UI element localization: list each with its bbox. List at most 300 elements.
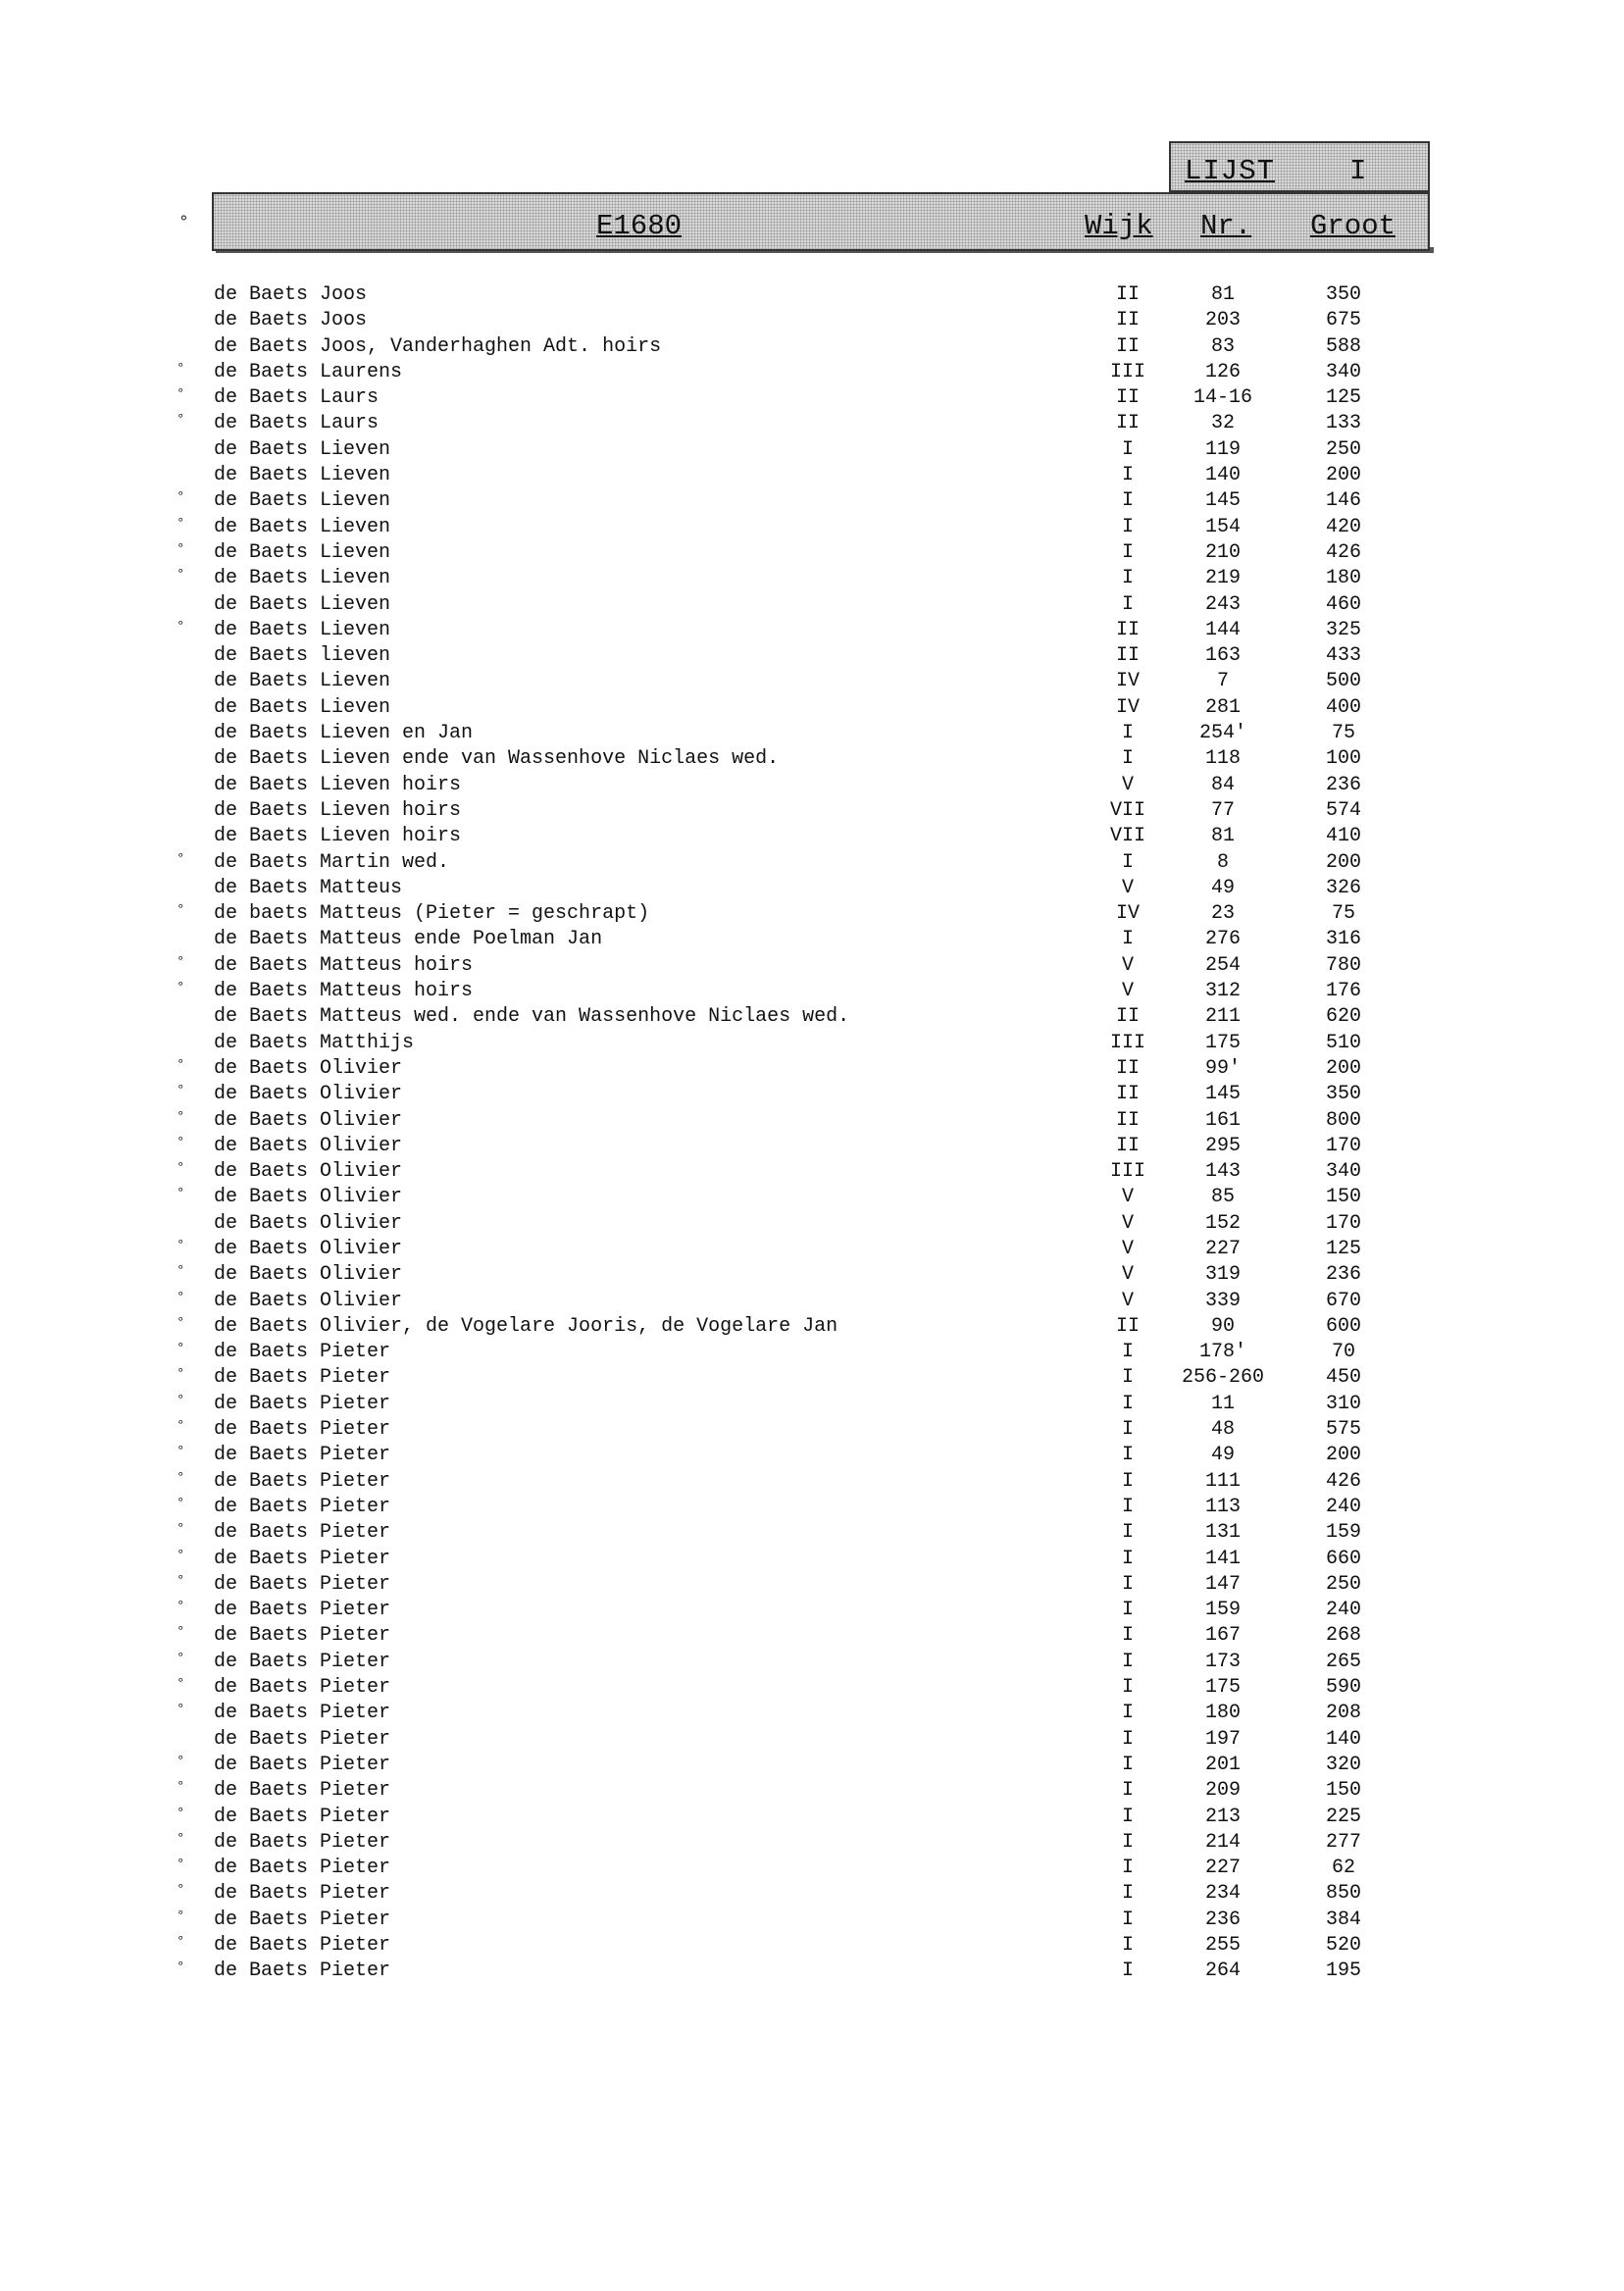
table-row: [0, 618, 1624, 643]
row-marker: °: [177, 1882, 185, 1899]
row-marker: °: [177, 1857, 185, 1873]
row-groot: 588: [1325, 334, 1361, 358]
table-row: [0, 488, 1624, 514]
row-marker: °: [177, 1650, 185, 1666]
row-groot: 176: [1325, 980, 1361, 1003]
row-name: de Baets Matteus ende Poelman Jan: [214, 928, 603, 951]
row-name: de Baets Pieter: [214, 1495, 391, 1518]
table-row: [0, 1547, 1624, 1572]
row-wijk: I: [1121, 1366, 1134, 1390]
row-groot: 620: [1325, 1005, 1361, 1029]
row-marker: °: [177, 1702, 185, 1718]
list-number: I: [1349, 155, 1367, 187]
row-nr: 163: [1204, 644, 1241, 668]
row-wijk: I: [1121, 1392, 1134, 1415]
row-marker: °: [177, 1108, 185, 1125]
row-name: de Baets Pieter: [214, 1366, 391, 1390]
row-nr: 219: [1204, 567, 1241, 590]
table-row: [0, 1469, 1624, 1495]
row-marker: °: [177, 412, 185, 429]
row-nr: 23: [1210, 902, 1235, 926]
row-wijk: I: [1121, 567, 1134, 590]
row-nr: 295: [1204, 1134, 1241, 1157]
row-name: de Baets Olivier: [214, 1211, 403, 1235]
row-wijk: II: [1115, 1134, 1140, 1157]
row-groot: 320: [1325, 1753, 1361, 1776]
row-wijk: I: [1121, 1676, 1134, 1700]
row-wijk: I: [1121, 515, 1134, 538]
column-header-groot: Groot: [1310, 210, 1396, 242]
row-name: de Baets Lieven: [214, 464, 391, 487]
row-groot: 240: [1325, 1599, 1361, 1622]
table-row: [0, 437, 1624, 463]
row-name: de Baets Pieter: [214, 1469, 391, 1493]
row-name: de Baets Lieven: [214, 567, 391, 590]
row-name: de Baets Lieven ende van Wassenhove Niclaes wed.: [214, 747, 780, 771]
row-nr: 85: [1210, 1186, 1235, 1209]
table-row: [0, 1727, 1624, 1753]
row-wijk: I: [1121, 1599, 1134, 1622]
row-marker: °: [177, 1083, 185, 1099]
row-marker: °: [177, 1134, 185, 1150]
row-groot: 125: [1325, 1237, 1361, 1260]
row-nr: 90: [1210, 1314, 1235, 1338]
row-groot: 200: [1325, 464, 1361, 487]
table-row: [0, 308, 1624, 333]
row-nr: 243: [1204, 592, 1241, 616]
table-row: [0, 850, 1624, 876]
row-wijk: II: [1115, 309, 1140, 332]
row-marker: °: [177, 1521, 185, 1538]
row-wijk: II: [1115, 1056, 1140, 1080]
row-groot: 420: [1325, 515, 1361, 538]
table-row: [0, 1134, 1624, 1159]
row-nr: 264: [1204, 1960, 1241, 1983]
row-groot: 340: [1325, 1160, 1361, 1184]
row-name: de Baets Matteus wed. ende van Wassenhove Niclaes wed.: [214, 1005, 850, 1029]
list-label: LIJST: [1185, 155, 1276, 187]
row-name: de Baets Lieven: [214, 489, 391, 513]
row-nr: 197: [1204, 1727, 1241, 1751]
row-name: de Baets Lieven: [214, 592, 391, 616]
row-marker: °: [177, 1366, 185, 1383]
row-groot: 600: [1325, 1314, 1361, 1338]
row-wijk: I: [1121, 1882, 1134, 1906]
row-wijk: I: [1121, 1624, 1134, 1648]
row-name: de Baets Lieven en Jan: [214, 722, 474, 745]
table-row: [0, 566, 1624, 591]
row-nr: 145: [1204, 489, 1241, 513]
row-marker: °: [177, 1830, 185, 1847]
row-groot: 780: [1325, 953, 1361, 977]
row-marker: °: [177, 1495, 185, 1511]
title-box: [212, 192, 1430, 251]
row-nr: 113: [1204, 1495, 1241, 1518]
row-name: de Baets Pieter: [214, 1599, 391, 1622]
row-groot: 310: [1325, 1392, 1361, 1415]
row-name: de Baets Laurs: [214, 412, 380, 435]
row-wijk: I: [1121, 1469, 1134, 1493]
row-groot: 70: [1331, 1341, 1355, 1364]
row-name: de Baets Pieter: [214, 1418, 391, 1442]
row-name: de Baets Lieven hoirs: [214, 825, 462, 848]
row-name: de Baets Pieter: [214, 1650, 391, 1673]
row-name: de Baets Pieter: [214, 1882, 391, 1906]
table-row: [0, 1830, 1624, 1856]
row-nr: 256-260: [1181, 1366, 1264, 1390]
row-nr: 140: [1204, 464, 1241, 487]
row-name: de Baets Pieter: [214, 1857, 391, 1880]
row-name: de Baets Olivier, de Vogelare Jooris, de Vogelare Jan: [214, 1314, 838, 1338]
row-wijk: I: [1121, 928, 1134, 951]
row-marker: °: [177, 1289, 185, 1305]
row-nr: 49: [1210, 876, 1235, 899]
row-wijk: I: [1121, 1547, 1134, 1570]
row-groot: 125: [1325, 386, 1361, 410]
row-nr: 99': [1204, 1056, 1241, 1080]
row-name: de Baets Pieter: [214, 1444, 391, 1467]
row-nr: 276: [1204, 928, 1241, 951]
row-wijk: V: [1121, 876, 1134, 899]
row-nr: 201: [1204, 1753, 1241, 1776]
row-groot: 62: [1331, 1857, 1355, 1880]
row-nr: 152: [1204, 1211, 1241, 1235]
row-wijk: II: [1115, 386, 1140, 410]
table-row: [0, 1417, 1624, 1443]
row-nr: 49: [1210, 1444, 1235, 1467]
row-nr: 319: [1204, 1263, 1241, 1287]
row-name: de Baets Pieter: [214, 1572, 391, 1596]
row-name: de Baets Olivier: [214, 1289, 403, 1312]
row-nr: 111: [1204, 1469, 1241, 1493]
row-wijk: VII: [1109, 825, 1145, 848]
table-row: [0, 1237, 1624, 1262]
row-name: de Baets Pieter: [214, 1727, 391, 1751]
table-row: [0, 773, 1624, 798]
row-nr: 145: [1204, 1083, 1241, 1106]
table-row: [0, 1933, 1624, 1959]
row-name: de Baets Matteus hoirs: [214, 953, 474, 977]
row-nr: 8: [1216, 850, 1229, 874]
table-row: [0, 824, 1624, 849]
row-wijk: I: [1121, 592, 1134, 616]
row-marker: °: [177, 1314, 185, 1331]
table-row: [0, 1289, 1624, 1314]
row-nr: 167: [1204, 1624, 1241, 1648]
row-nr: 161: [1204, 1108, 1241, 1132]
row-groot: 325: [1325, 618, 1361, 641]
row-marker: °: [177, 540, 185, 557]
table-row: [0, 1908, 1624, 1933]
row-name: de Baets Martin wed.: [214, 850, 450, 874]
row-nr: 175: [1204, 1031, 1241, 1054]
row-wijk: VII: [1109, 798, 1145, 822]
row-name: de Baets Pieter: [214, 1547, 391, 1570]
row-wijk: IV: [1115, 695, 1140, 719]
row-groot: 75: [1331, 902, 1355, 926]
row-wijk: I: [1121, 1521, 1134, 1545]
row-marker: °: [177, 1753, 185, 1769]
row-wijk: I: [1121, 1779, 1134, 1803]
table-row: [0, 746, 1624, 772]
row-name: de Baets Pieter: [214, 1392, 391, 1415]
table-row: [0, 411, 1624, 436]
table-row: [0, 1443, 1624, 1468]
row-wijk: I: [1121, 1418, 1134, 1442]
row-nr: 175: [1204, 1676, 1241, 1700]
row-groot: 250: [1325, 437, 1361, 461]
row-groot: 850: [1325, 1882, 1361, 1906]
table-row: [0, 1262, 1624, 1288]
row-name: de Baets Pieter: [214, 1934, 391, 1957]
row-groot: 340: [1325, 360, 1361, 383]
row-wijk: I: [1121, 1934, 1134, 1957]
row-name: de Baets Lieven: [214, 515, 391, 538]
table-row: [0, 1495, 1624, 1520]
row-wijk: I: [1121, 1960, 1134, 1983]
row-nr: 14-16: [1193, 386, 1252, 410]
row-nr: 144: [1204, 618, 1241, 641]
row-nr: 254': [1198, 722, 1246, 745]
row-wijk: IV: [1115, 902, 1140, 926]
row-wijk: I: [1121, 1908, 1134, 1931]
row-groot: 510: [1325, 1031, 1361, 1054]
row-groot: 268: [1325, 1624, 1361, 1648]
row-marker: °: [177, 1341, 185, 1357]
row-groot: 225: [1325, 1805, 1361, 1828]
row-name: de Baets Pieter: [214, 1676, 391, 1700]
row-name: de Baets Lieven: [214, 695, 391, 719]
list-label-box: [1169, 141, 1430, 192]
row-name: de Baets Pieter: [214, 1960, 391, 1983]
row-wijk: I: [1121, 540, 1134, 564]
row-nr: 214: [1204, 1830, 1241, 1854]
row-groot: 159: [1325, 1521, 1361, 1545]
row-name: de Baets Joos, Vanderhaghen Adt. hoirs: [214, 334, 662, 358]
row-nr: 77: [1210, 798, 1235, 822]
row-nr: 339: [1204, 1289, 1241, 1312]
row-groot: 236: [1325, 773, 1361, 796]
row-marker: °: [177, 1676, 185, 1693]
row-nr: 210: [1204, 540, 1241, 564]
row-groot: 350: [1325, 1083, 1361, 1106]
row-groot: 520: [1325, 1934, 1361, 1957]
row-nr: 84: [1210, 773, 1235, 796]
row-wijk: II: [1115, 1083, 1140, 1106]
row-wijk: I: [1121, 1444, 1134, 1467]
row-groot: 426: [1325, 1469, 1361, 1493]
row-groot: 265: [1325, 1650, 1361, 1673]
row-marker: °: [177, 386, 185, 403]
row-wijk: I: [1121, 489, 1134, 513]
row-wijk: I: [1121, 437, 1134, 461]
row-wijk: III: [1109, 360, 1145, 383]
row-nr: 213: [1204, 1805, 1241, 1828]
table-row: [0, 1004, 1624, 1030]
row-wijk: I: [1121, 1495, 1134, 1518]
row-groot: 195: [1325, 1960, 1361, 1983]
row-nr: 236: [1204, 1908, 1241, 1931]
row-name: de Baets Olivier: [214, 1108, 403, 1132]
row-name: de Baets Lieven: [214, 618, 391, 641]
table-row: [0, 876, 1624, 901]
row-wijk: V: [1121, 980, 1134, 1003]
row-wijk: II: [1115, 1314, 1140, 1338]
table-row: [0, 1031, 1624, 1056]
row-wijk: II: [1115, 334, 1140, 358]
row-marker: °: [177, 1805, 185, 1821]
table-row: [0, 1108, 1624, 1134]
row-nr: 211: [1204, 1005, 1241, 1029]
row-name: de Baets Lieven: [214, 670, 391, 693]
row-name: de Baets Joos: [214, 309, 368, 332]
row-nr: 143: [1204, 1160, 1241, 1184]
row-nr: 32: [1210, 412, 1235, 435]
record-list: [0, 282, 1624, 1985]
title-marker: °: [178, 214, 189, 233]
row-marker: °: [177, 1572, 185, 1589]
row-groot: 410: [1325, 825, 1361, 848]
row-groot: 384: [1325, 1908, 1361, 1931]
row-groot: 146: [1325, 489, 1361, 513]
row-groot: 200: [1325, 850, 1361, 874]
table-row: [0, 385, 1624, 411]
row-name: de Baets Pieter: [214, 1702, 391, 1725]
row-groot: 500: [1325, 670, 1361, 693]
row-groot: 240: [1325, 1495, 1361, 1518]
row-groot: 316: [1325, 928, 1361, 951]
row-wijk: V: [1121, 1289, 1134, 1312]
row-nr: 7: [1216, 670, 1229, 693]
table-row: [0, 1340, 1624, 1365]
row-name: de Baets lieven: [214, 644, 391, 668]
table-row: [0, 1650, 1624, 1675]
table-row: [0, 1365, 1624, 1391]
row-name: de Baets Olivier: [214, 1056, 403, 1080]
row-groot: 100: [1325, 747, 1361, 771]
row-name: de Baets Laurens: [214, 360, 403, 383]
table-row: [0, 1056, 1624, 1082]
table-row: [0, 1082, 1624, 1107]
row-name: de Baets Lieven: [214, 540, 391, 564]
column-header-nr: Nr.: [1200, 210, 1252, 242]
row-name: de baets Matteus (Pieter = geschrapt): [214, 902, 650, 926]
row-marker: °: [177, 1547, 185, 1563]
row-nr: 209: [1204, 1779, 1241, 1803]
row-groot: 140: [1325, 1727, 1361, 1751]
table-row: [0, 953, 1624, 979]
row-wijk: III: [1109, 1160, 1145, 1184]
table-row: [0, 334, 1624, 360]
row-name: de Baets Olivier: [214, 1083, 403, 1106]
row-wijk: I: [1121, 1753, 1134, 1776]
row-groot: 670: [1325, 1289, 1361, 1312]
row-wijk: I: [1121, 1727, 1134, 1751]
row-groot: 800: [1325, 1108, 1361, 1132]
row-marker: °: [177, 1599, 185, 1615]
table-row: [0, 979, 1624, 1004]
row-name: de Baets Olivier: [214, 1263, 403, 1287]
row-groot: 250: [1325, 1572, 1361, 1596]
table-row: [0, 1753, 1624, 1778]
row-name: de Baets Pieter: [214, 1624, 391, 1648]
row-wijk: II: [1115, 618, 1140, 641]
row-wijk: V: [1121, 773, 1134, 796]
row-name: de Baets Lieven hoirs: [214, 798, 462, 822]
table-row: [0, 721, 1624, 746]
row-wijk: II: [1115, 644, 1140, 668]
table-row: [0, 1805, 1624, 1830]
table-row: [0, 643, 1624, 669]
row-marker: °: [177, 1779, 185, 1796]
row-marker: °: [177, 1960, 185, 1976]
row-wijk: V: [1121, 1263, 1134, 1287]
row-nr: 173: [1204, 1650, 1241, 1673]
row-nr: 281: [1204, 695, 1241, 719]
row-marker: °: [177, 1263, 185, 1280]
table-row: [0, 798, 1624, 824]
row-nr: 234: [1204, 1882, 1241, 1906]
row-name: de Baets Pieter: [214, 1779, 391, 1803]
row-nr: 83: [1210, 334, 1235, 358]
row-nr: 141: [1204, 1547, 1241, 1570]
row-groot: 675: [1325, 309, 1361, 332]
row-wijk: I: [1121, 747, 1134, 771]
row-marker: °: [177, 1418, 185, 1435]
row-marker: °: [177, 1392, 185, 1408]
row-nr: 11: [1210, 1392, 1235, 1415]
row-nr: 48: [1210, 1418, 1235, 1442]
row-wijk: V: [1121, 1237, 1134, 1260]
table-row: [0, 1959, 1624, 1984]
row-marker: °: [177, 1624, 185, 1641]
row-wijk: V: [1121, 1186, 1134, 1209]
table-row: [0, 1701, 1624, 1726]
row-groot: 350: [1325, 283, 1361, 306]
row-name: de Baets Pieter: [214, 1341, 391, 1364]
row-groot: 400: [1325, 695, 1361, 719]
table-row: [0, 463, 1624, 488]
row-wijk: I: [1121, 1341, 1134, 1364]
row-groot: 590: [1325, 1676, 1361, 1700]
row-groot: 450: [1325, 1366, 1361, 1390]
row-marker: °: [177, 360, 185, 377]
row-name: de Baets Lieven: [214, 437, 391, 461]
table-row: [0, 901, 1624, 927]
row-marker: °: [177, 953, 185, 970]
row-marker: °: [177, 618, 185, 635]
row-marker: °: [177, 850, 185, 867]
row-wijk: I: [1121, 1572, 1134, 1596]
row-groot: 200: [1325, 1444, 1361, 1467]
row-nr: 178': [1198, 1341, 1246, 1364]
row-marker: °: [177, 1186, 185, 1202]
row-marker: °: [177, 980, 185, 996]
row-groot: 180: [1325, 567, 1361, 590]
row-groot: 150: [1325, 1186, 1361, 1209]
table-row: [0, 1159, 1624, 1185]
table-row: [0, 1778, 1624, 1804]
table-row: [0, 669, 1624, 694]
row-marker: °: [177, 1908, 185, 1924]
table-row: [0, 540, 1624, 566]
row-wijk: I: [1121, 1857, 1134, 1880]
row-wijk: II: [1115, 412, 1140, 435]
row-wijk: V: [1121, 1211, 1134, 1235]
row-nr: 312: [1204, 980, 1241, 1003]
row-nr: 255: [1204, 1934, 1241, 1957]
row-wijk: II: [1115, 1005, 1140, 1029]
